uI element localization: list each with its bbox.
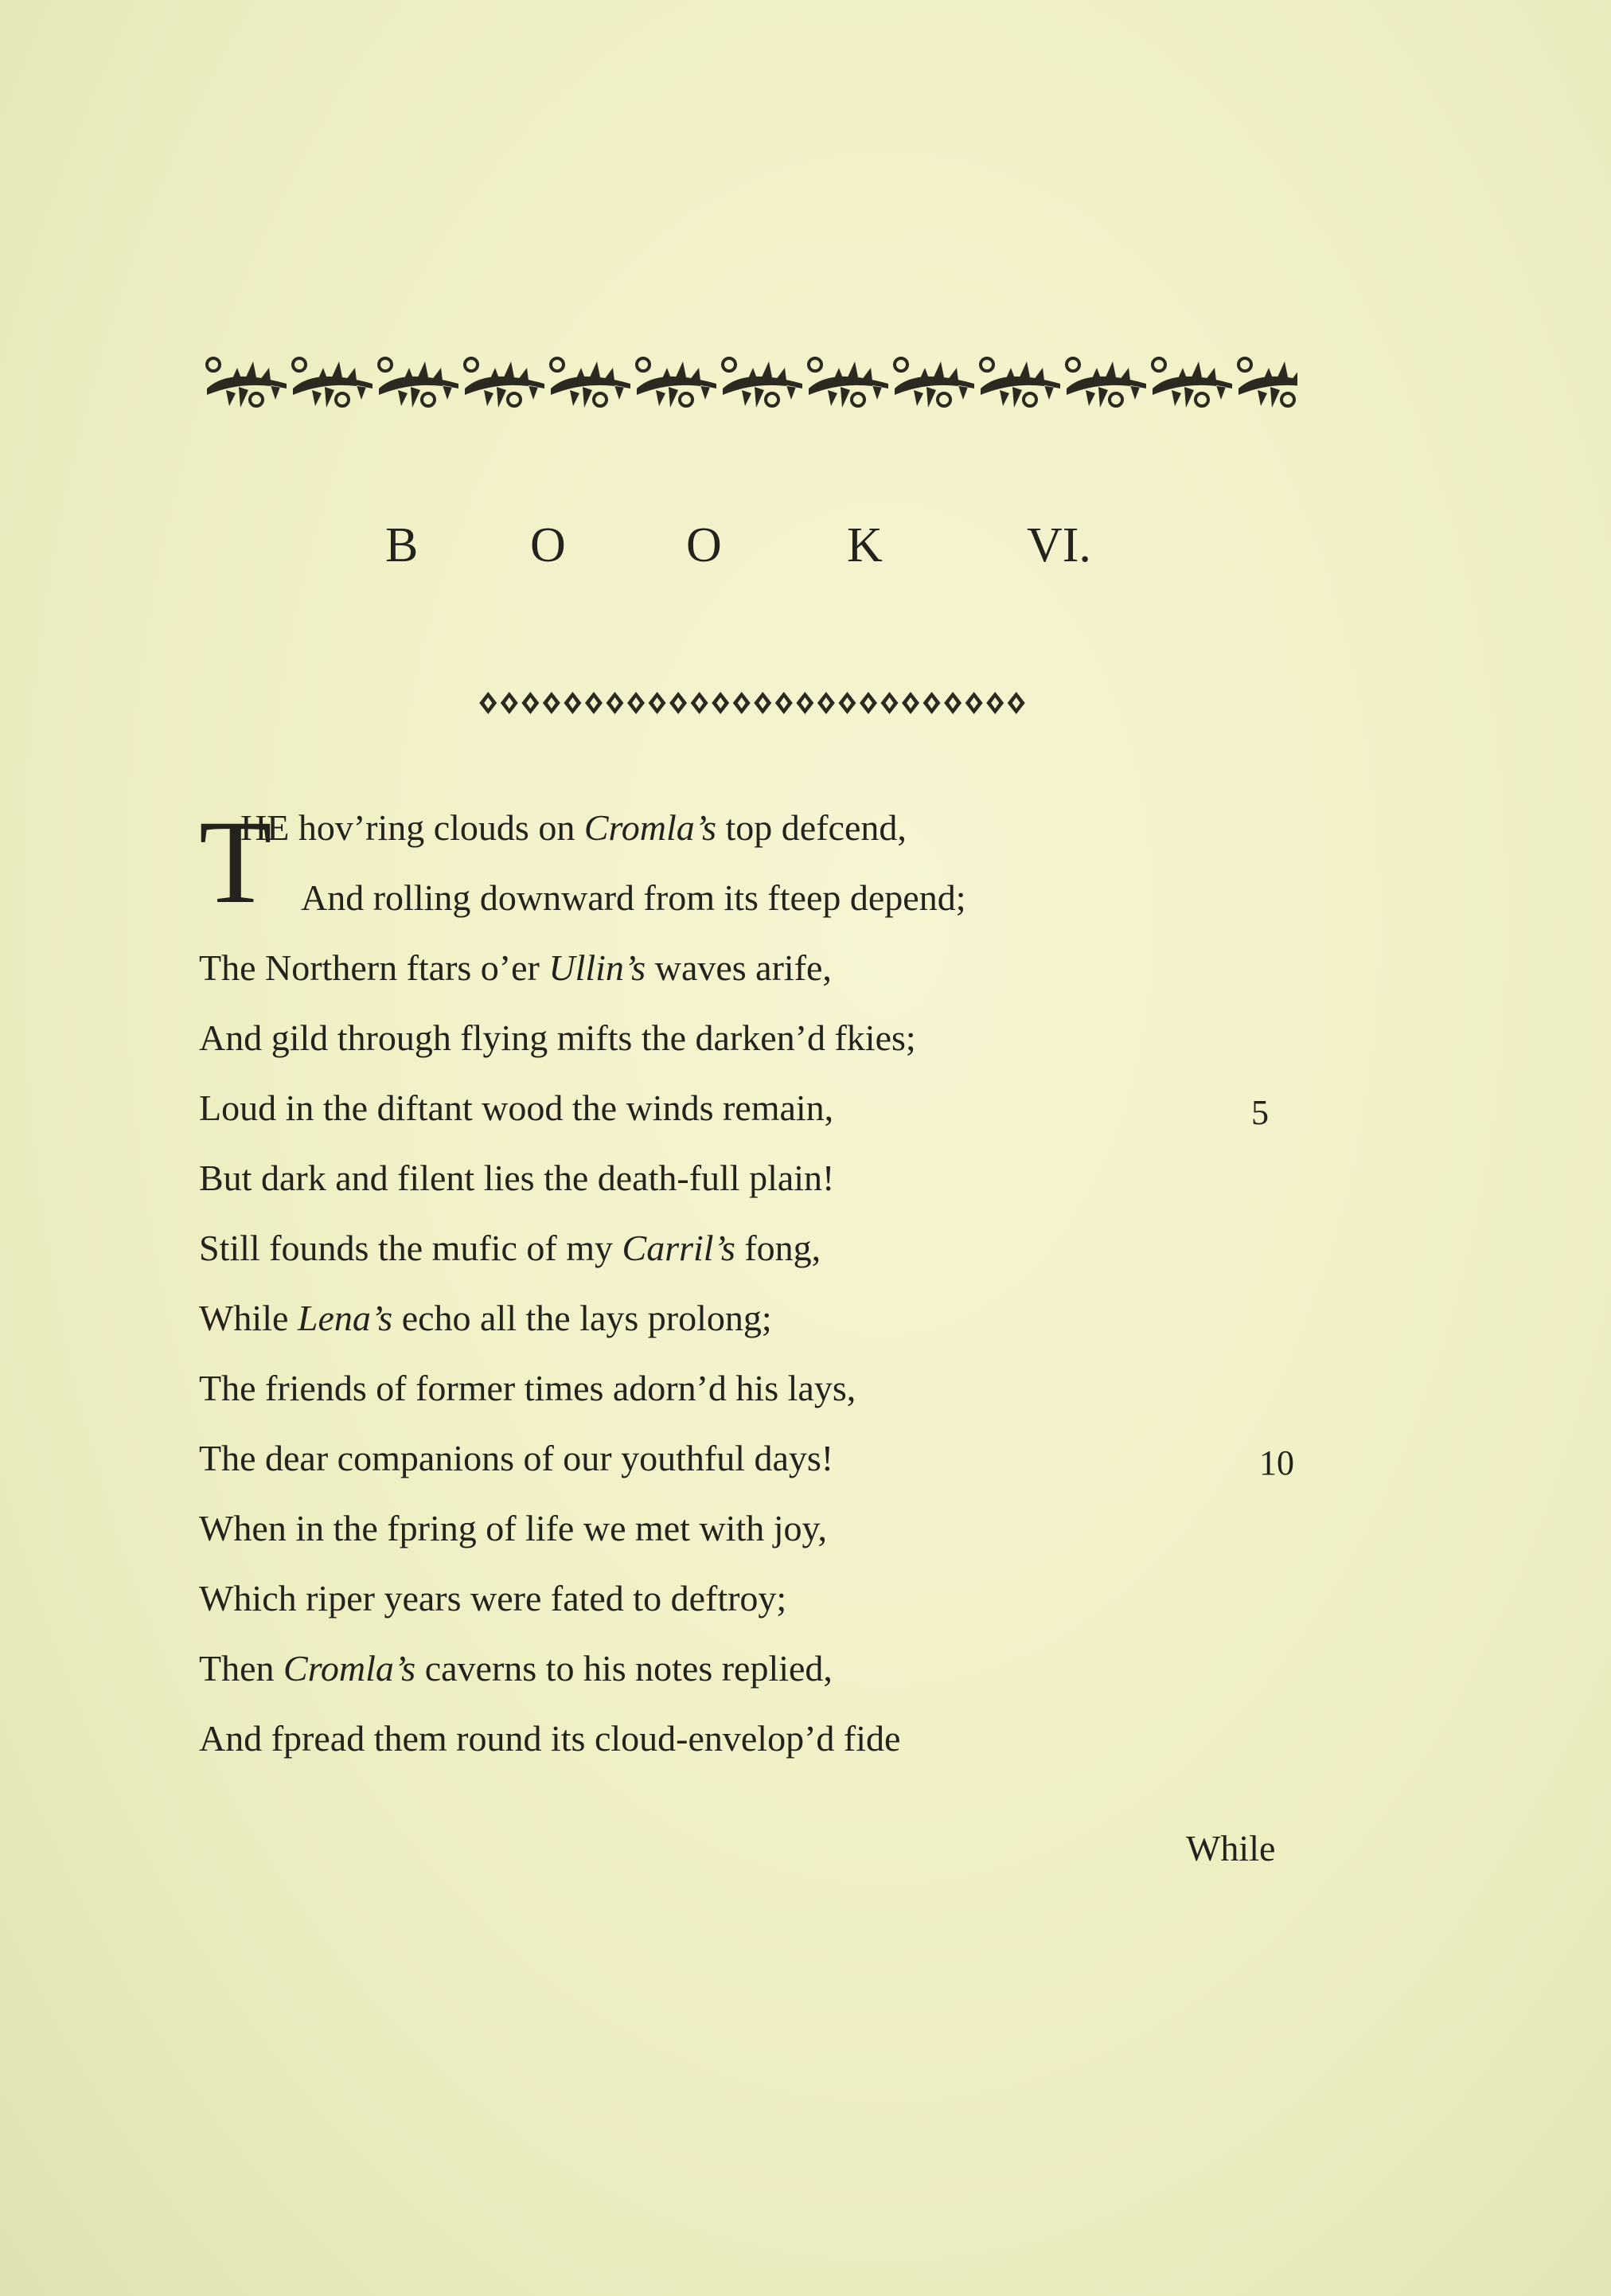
ornament-leaf-unit bbox=[379, 358, 458, 408]
ornament-leaf-unit bbox=[1067, 358, 1146, 408]
heading-letter: B bbox=[385, 517, 419, 572]
verse-text: Still founds the mufic of my bbox=[199, 1228, 622, 1268]
ornament-leaf-unit bbox=[465, 358, 544, 408]
ornament-fleuron bbox=[965, 692, 983, 714]
verse-line bbox=[199, 1715, 900, 1763]
verse-text: caverns to his notes replied, bbox=[415, 1648, 833, 1689]
ornament-leaf-unit bbox=[293, 358, 373, 408]
ornament-fleuron bbox=[860, 692, 877, 714]
line-number: 10 bbox=[1259, 1443, 1294, 1482]
verse-text: echo all the lays prolong; bbox=[392, 1298, 772, 1338]
ornament-fleuron bbox=[607, 692, 624, 714]
ornament-header-band bbox=[199, 350, 1297, 419]
verse-line bbox=[199, 1435, 833, 1482]
ornament-fleuron bbox=[1008, 692, 1025, 714]
book-heading bbox=[374, 510, 1170, 581]
verse-text: But dark and filent lies the death-full plain! bbox=[199, 1158, 835, 1198]
ornament-fleuron bbox=[881, 692, 899, 714]
ornament-fleuron bbox=[627, 692, 645, 714]
verse-line bbox=[199, 1224, 821, 1272]
ornament-fleuron bbox=[669, 692, 687, 714]
ornament-leaf-unit bbox=[207, 358, 287, 408]
verse-text: HE hov’ring clouds on bbox=[240, 807, 584, 848]
ornament-fleuron bbox=[691, 692, 708, 714]
verse-line bbox=[199, 1645, 833, 1693]
ornament-leaf-unit bbox=[551, 358, 630, 408]
verse-text: While bbox=[199, 1298, 298, 1338]
italic-name: Carril’s bbox=[622, 1228, 735, 1268]
ornament-fleuron bbox=[543, 692, 560, 714]
verse-line bbox=[199, 944, 832, 992]
ornament-fleuron bbox=[775, 692, 793, 714]
heading-numeral: VI. bbox=[1027, 517, 1091, 572]
verse-text: The Northern ftars o’er bbox=[199, 947, 549, 988]
ornament-leaf-unit bbox=[723, 358, 802, 408]
verse-text: And fpread them round its cloud-envelop’d fide bbox=[199, 1718, 901, 1759]
verse-text: top defcend, bbox=[716, 807, 907, 848]
verse-text: And gild through flying mifts the darken’d fkies; bbox=[199, 1017, 916, 1058]
italic-name: Cromla’s bbox=[283, 1648, 416, 1689]
ornament-fleuron bbox=[649, 692, 666, 714]
ornament-fleuron bbox=[479, 692, 497, 714]
ornament-leaf-unit bbox=[895, 358, 974, 408]
verse-text: When in the fpring of life we met with joy, bbox=[199, 1508, 828, 1548]
heading-letter: O bbox=[530, 517, 566, 572]
ornament-fleuron bbox=[501, 692, 518, 714]
ornament-fleuron bbox=[521, 692, 539, 714]
ornament-divider-band bbox=[478, 689, 1027, 717]
ornament-fleuron bbox=[817, 692, 835, 714]
ornament-fleuron bbox=[902, 692, 919, 714]
verse-line bbox=[199, 1154, 834, 1202]
ornament-fleuron bbox=[585, 692, 603, 714]
line-number: 5 bbox=[1251, 1093, 1269, 1132]
verse-line bbox=[199, 1014, 916, 1062]
italic-name: Lena’s bbox=[297, 1298, 393, 1338]
heading-letter: K bbox=[847, 517, 883, 572]
verse-text: waves arife, bbox=[646, 947, 832, 988]
verse-text: The dear companions of our youthful days! bbox=[199, 1438, 834, 1478]
italic-name: Cromla’s bbox=[583, 807, 717, 848]
ornament-leaf-unit bbox=[1238, 358, 1297, 408]
ornament-fleuron bbox=[754, 692, 771, 714]
ornament-fleuron bbox=[564, 692, 581, 714]
verse-line bbox=[240, 804, 907, 852]
verse-text: fong, bbox=[735, 1228, 821, 1268]
verse-line bbox=[199, 1505, 827, 1552]
ornament-fleuron bbox=[838, 692, 856, 714]
verse-line bbox=[199, 1294, 772, 1342]
catchword: While bbox=[1186, 1828, 1276, 1868]
ornament-leaf-unit bbox=[637, 358, 716, 408]
ornament-leaf-unit bbox=[1153, 358, 1232, 408]
ornament-leaf-unit bbox=[981, 358, 1060, 408]
verse-text: And rolling downward from its fteep depend; bbox=[301, 877, 966, 918]
verse-text: Which riper years were fated to deftroy; bbox=[199, 1578, 787, 1619]
verse-line bbox=[199, 1365, 856, 1412]
verse-text: Loud in the diftant wood the winds remain, bbox=[199, 1087, 834, 1128]
ornament-fleuron bbox=[944, 692, 962, 714]
ornament-leaf-unit bbox=[809, 358, 888, 408]
ornament-fleuron bbox=[733, 692, 751, 714]
drop-cap: T bbox=[199, 796, 272, 928]
verse-line bbox=[199, 1084, 833, 1132]
italic-name: Ullin’s bbox=[548, 947, 646, 988]
ornament-fleuron bbox=[796, 692, 813, 714]
ornament-fleuron bbox=[923, 692, 941, 714]
verse-text: The friends of former times adorn’d his lays, bbox=[199, 1368, 856, 1408]
verse-line bbox=[199, 1575, 786, 1622]
ornament-fleuron bbox=[712, 692, 729, 714]
verse-line bbox=[301, 874, 965, 922]
heading-letter: O bbox=[686, 517, 722, 572]
verse-text: Then bbox=[199, 1648, 284, 1689]
ornament-fleuron bbox=[986, 692, 1004, 714]
